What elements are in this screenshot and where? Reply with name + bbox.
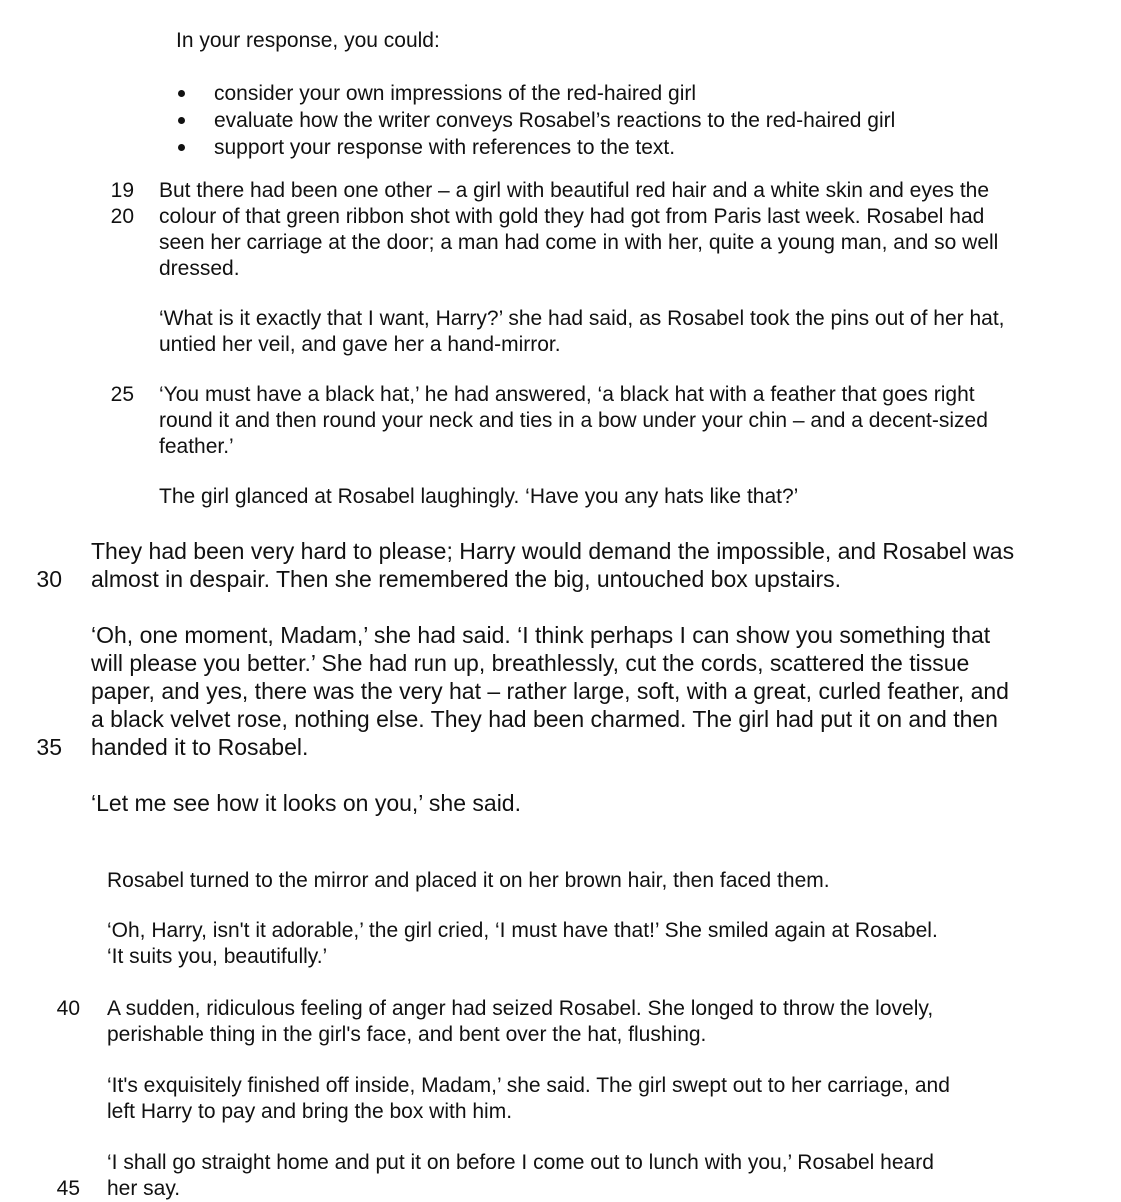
line-number: 19 (110, 179, 134, 202)
line-number: 25 (110, 383, 134, 406)
line-number: 40 (56, 997, 80, 1020)
bullet-icon (178, 144, 185, 151)
passage-paragraph: They had been very hard to please; Harry would demand the impossible, and Rosabel was almost in despair. Then she remembered the big, untouched box upstairs. (91, 538, 1015, 592)
passage-paragraph: ‘What is it exactly that I want, Harry?’ she had said, as Rosabel took the pins out of her hat, untied her veil, and gave her a hand-mirror. (159, 307, 1005, 356)
bullet-icon (178, 90, 185, 97)
passage-paragraph: ‘Let me see how it looks on you,’ she said. (91, 790, 521, 816)
passage-paragraph: Rosabel turned to the mirror and placed it on her brown hair, then faced them. (107, 869, 830, 892)
passage-paragraph: ‘Oh, one moment, Madam,’ she had said. ‘I think perhaps I can show you something that will please you better.’ She had run up, breathlessly, cut the cords, scattered the tissue paper, and yes, there was the very hat – rather large, soft, with a great, curled feather, and a black velvet rose, nothing else. They had been charmed. The girl had put it on and then handed it to Rosabel. (91, 622, 1009, 760)
prompt-bullet: support your response with references to the text. (176, 134, 895, 161)
line-number: 35 (36, 734, 62, 760)
passage-paragraph: The girl glanced at Rosabel laughingly. ‘Have you any hats like that?’ (159, 485, 799, 508)
passage-paragraph: ‘It's exquisitely finished off inside, Madam,’ she said. The girl swept out to her carriage, and left Harry to pay and bring the box with him. (107, 1074, 950, 1123)
passage-paragraph: ‘Oh, Harry, isn't it adorable,’ the girl cried, ‘I must have that!’ She smiled again at Rosabel. ‘It suits you, beautifully.’ (107, 919, 938, 968)
passage-paragraph: ‘You must have a black hat,’ he had answered, ‘a black hat with a feather that goes right round it and then round your neck and ties in a bow under your chin – and a decent-sized feather.’ (159, 383, 988, 458)
line-number: 45 (56, 1177, 80, 1200)
passage-paragraph: A sudden, ridiculous feeling of anger had seized Rosabel. She longed to throw the lovely, perishable thing in the girl's face, and bent over the hat, flushing. (107, 997, 934, 1046)
bullet-icon (178, 117, 185, 124)
passage-paragraph: ‘I shall go straight home and put it on before I come out to lunch with you,’ Rosabel heard her say. (107, 1151, 934, 1200)
line-number: 20 (110, 205, 134, 228)
prompt-intro: In your response, you could: (176, 29, 440, 52)
prompt-bullet-list (176, 80, 895, 161)
line-number: 30 (36, 566, 62, 592)
prompt-bullet: evaluate how the writer conveys Rosabel’s reactions to the red-haired girl (176, 107, 895, 134)
prompt-bullet: consider your own impressions of the red-haired girl (176, 80, 895, 107)
passage-paragraph: But there had been one other – a girl with beautiful red hair and a white skin and eyes the colour of that green ribbon shot with gold they had got from Paris last week. Rosabel had seen her carriage at the door; a man had come in with her, quite a young man, and so well dressed. (159, 179, 999, 280)
